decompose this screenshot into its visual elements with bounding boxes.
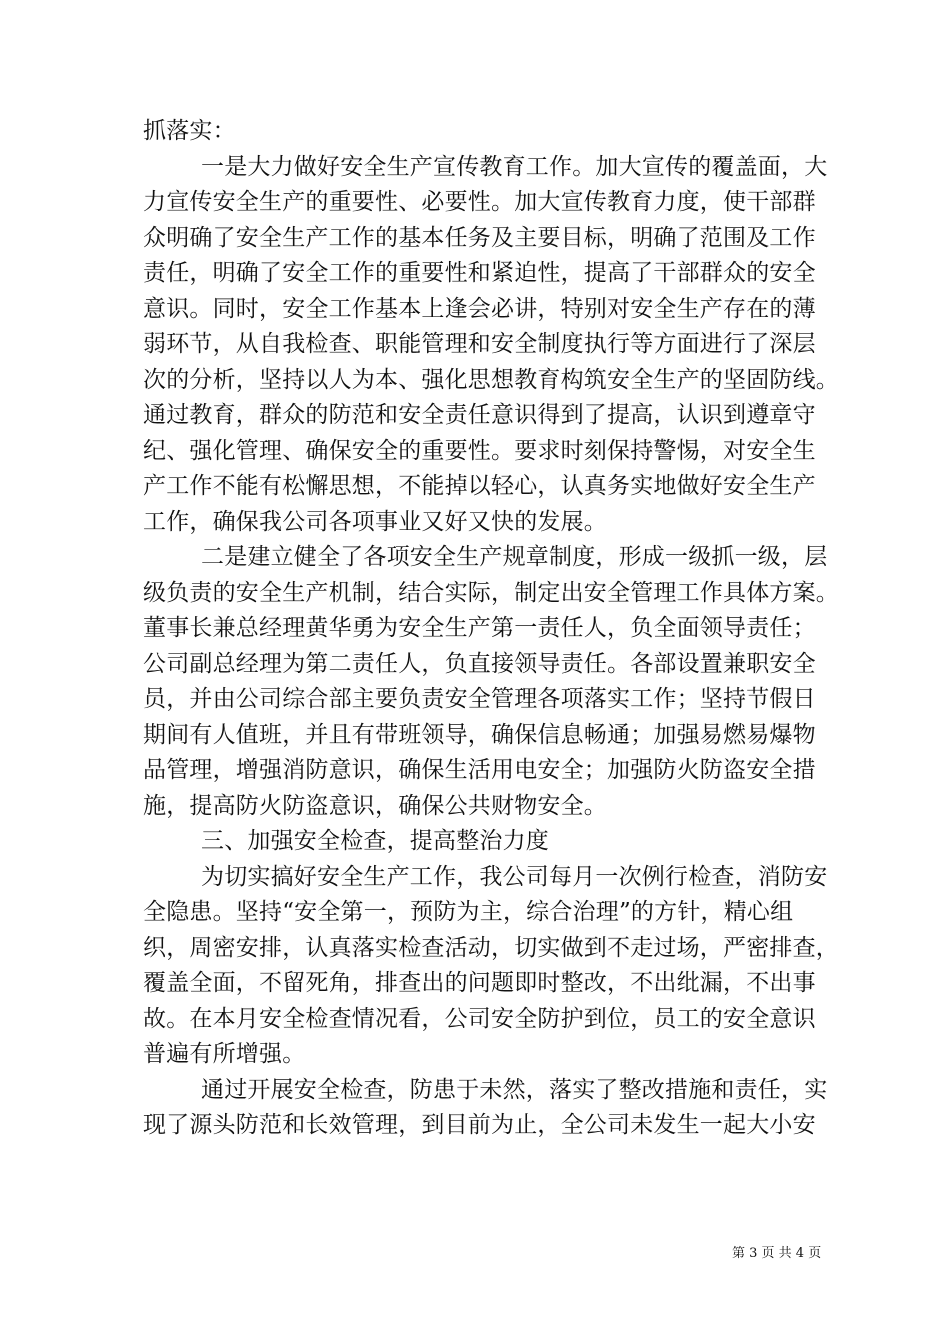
text-line-22: 为切实搞好安全生产工作，我公司每月一次例行检查，消防安	[201, 863, 828, 890]
text-line-16: 公司副总经理为第二责任人，负直接领导责任。各部设置兼职安全	[143, 650, 816, 677]
text-line-18: 期间有人值班，并且有带班领导，确保信息畅通；加强易燃易爆物	[143, 721, 816, 748]
text-line-26: 故。在本月安全检查情况看，公司安全防护到位，员工的安全意识	[143, 1005, 816, 1032]
text-line-9: 通过教育，群众的防范和安全责任意识得到了提高，认识到遵章守	[143, 402, 816, 428]
text-line-5: 责任，明确了安全工作的重要性和紧迫性，提高了干部群众的安全	[143, 260, 816, 286]
section-heading: 三、加强安全检查，提高整治力度	[201, 828, 549, 854]
text-line-10: 纪、强化管理、确保安全的重要性。要求时刻保持警惕，对安全生	[143, 437, 816, 464]
text-line-24: 织，周密安排，认真落实检查活动，切实做到不走过场，严密排查，	[143, 934, 839, 961]
text-line-1: 抓落实：	[143, 118, 236, 144]
text-line-29: 现了源头防范和长效管理，到目前为止，全公司未发生一起大小安	[143, 1112, 816, 1138]
text-line-8: 次的分析，坚持以人为本、强化思想教育构筑安全生产的坚固防线。	[143, 366, 839, 393]
text-line-4: 众明确了安全生产工作的基本任务及主要目标，明确了范围及工作	[143, 224, 816, 251]
text-line-12: 工作，确保我公司各项事业又好又快的发展。	[143, 508, 607, 535]
document-body	[143, 114, 839, 1144]
text-line-17: 员，并由公司综合部主要负责安全管理各项落实工作；坚持节假日	[143, 686, 816, 712]
text-line-13: 二是建立健全了各项安全生产规章制度，形成一级抓一级，层	[201, 544, 828, 570]
text-line-15: 董事长兼总经理黄华勇为安全生产第一责任人，负全面领导责任；	[143, 615, 816, 641]
text-line-27: 普遍有所增强。	[143, 1041, 306, 1067]
text-line-2: 一是大力做好安全生产宣传教育工作。加大宣传的覆盖面，大	[201, 153, 828, 180]
text-line-3: 力宣传安全生产的重要性、必要性。加大宣传教育力度，使干部群	[143, 189, 816, 215]
text-line-11: 产工作不能有松懈思想，不能掉以轻心，认真务实地做好安全生产	[143, 473, 816, 499]
page-number-footer: 第 3 页 共 4 页	[732, 1246, 822, 1261]
text-line-25: 覆盖全面，不留死角，排查出的问题即时整改，不出纰漏，不出事	[143, 970, 816, 996]
text-line-23: 全隐患。坚持“安全第一，预防为主，综合治理”的方针，精心组	[143, 899, 794, 925]
text-line-19: 品管理，增强消防意识，确保生活用电安全；加强防火防盗安全措	[143, 757, 816, 783]
text-line-20: 施，提高防火防盗意识，确保公共财物安全。	[143, 792, 607, 819]
text-line-6: 意识。同时，安全工作基本上逢会必讲，特别对安全生产存在的薄	[143, 295, 816, 322]
text-line-14: 级负责的安全生产机制，结合实际，制定出安全管理工作具体方案。	[143, 579, 839, 606]
text-line-28: 通过开展安全检查，防患于未然，落实了整改措施和责任，实	[201, 1076, 828, 1103]
text-line-7: 弱环节，从自我检查、职能管理和安全制度执行等方面进行了深层	[143, 331, 816, 357]
